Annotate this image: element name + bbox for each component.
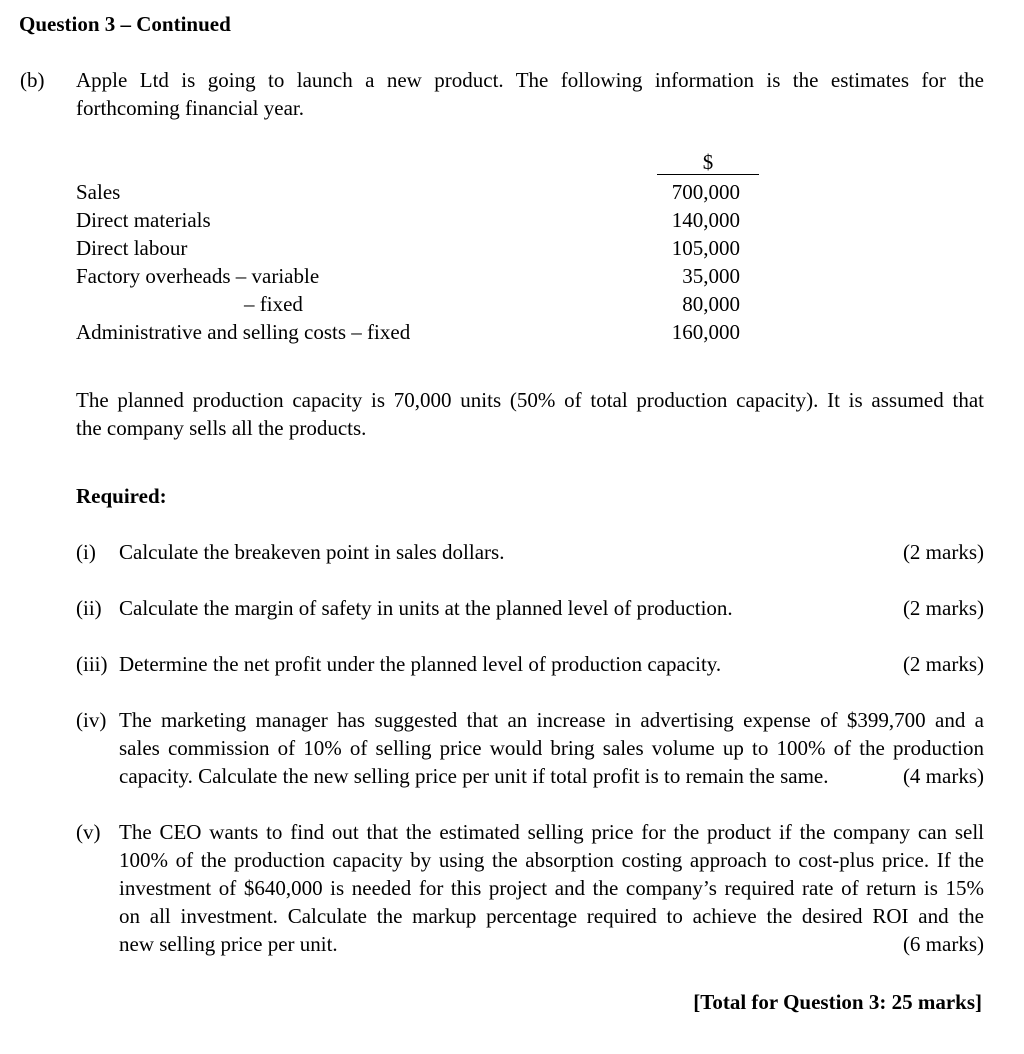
question-text-iv — [119, 706, 984, 790]
question-text-ii: Calculate the margin of safety in units at the planned level of production. — [119, 596, 733, 620]
question-v-line-5-text: new selling price per unit. — [119, 932, 338, 956]
row-label-admin-selling: Administrative and selling costs – fixed — [76, 320, 411, 344]
currency-header: $ — [657, 150, 759, 175]
question-marks-i: (2 marks) — [902, 540, 984, 564]
question-heading: Question 3 – Continued — [19, 12, 231, 36]
row-value-overheads-fixed: 80,000 — [682, 292, 740, 316]
row-value-overheads-variable: 35,000 — [682, 264, 740, 288]
row-label-direct-labour: Direct labour — [76, 236, 188, 260]
total-marks: [Total for Question 3: 25 marks] — [693, 990, 982, 1014]
intro-line-1: Apple Ltd is going to launch a new product. The following information is the estimates for the — [76, 68, 984, 92]
question-iv-line-2: sales commission of 10% of selling price would bring sales volume up to 100% of the production — [119, 736, 984, 760]
capacity-line-1: The planned production capacity is 70,000 units (50% of total production capacity). It is assumed that — [76, 388, 984, 412]
question-marks-iv: (4 marks) — [902, 764, 984, 788]
row-label-sales: Sales — [76, 180, 121, 204]
row-value-sales: 700,000 — [671, 180, 740, 204]
question-iv-line-3 — [119, 762, 984, 790]
question-text-iii: Determine the net profit under the planned level of production capacity. — [119, 652, 722, 676]
row-label-direct-materials: Direct materials — [76, 208, 211, 232]
question-iv-line-1: The marketing manager has suggested that an increase in advertising expense of $399,700 and a — [119, 708, 984, 732]
question-number-v: (v) — [76, 820, 101, 844]
capacity-line-2: the company sells all the products. — [76, 416, 367, 440]
row-label-overheads-variable: Factory overheads – variable — [76, 264, 320, 288]
intro-line-2: forthcoming financial year. — [76, 96, 304, 120]
question-v-line-5 — [119, 930, 984, 958]
capacity-paragraph — [76, 386, 984, 442]
question-number-iv: (iv) — [76, 708, 107, 732]
question-v-line-3: investment of $640,000 is needed for this project and the company’s required rate of return is 15% — [119, 876, 984, 900]
question-number-i: (i) — [76, 540, 96, 564]
question-marks-iii: (2 marks) — [902, 652, 984, 676]
question-text-v — [119, 818, 984, 958]
question-marks-v: (6 marks) — [902, 932, 984, 956]
question-number-ii: (ii) — [76, 596, 102, 620]
question-number-iii: (iii) — [76, 652, 108, 676]
row-value-admin-selling: 160,000 — [671, 320, 740, 344]
row-value-direct-materials: 140,000 — [671, 208, 740, 232]
question-text-i: Calculate the breakeven point in sales dollars. — [119, 540, 505, 564]
question-v-line-2: 100% of the production capacity by using the absorption costing approach to cost-plus price. If the — [119, 848, 984, 872]
required-label: Required: — [76, 484, 167, 508]
question-v-line-1: The CEO wants to find out that the estimated selling price for the product if the company can sell — [119, 820, 984, 844]
intro-paragraph — [76, 66, 984, 122]
row-label-overheads-fixed: – fixed — [244, 292, 303, 316]
part-label: (b) — [20, 68, 45, 92]
question-marks-ii: (2 marks) — [902, 596, 984, 620]
question-iv-line-3-text: capacity. Calculate the new selling price per unit if total profit is to remain the same. — [119, 764, 829, 788]
row-value-direct-labour: 105,000 — [671, 236, 740, 260]
question-v-line-4: on all investment. Calculate the markup percentage required to achieve the desired ROI and the — [119, 904, 984, 928]
